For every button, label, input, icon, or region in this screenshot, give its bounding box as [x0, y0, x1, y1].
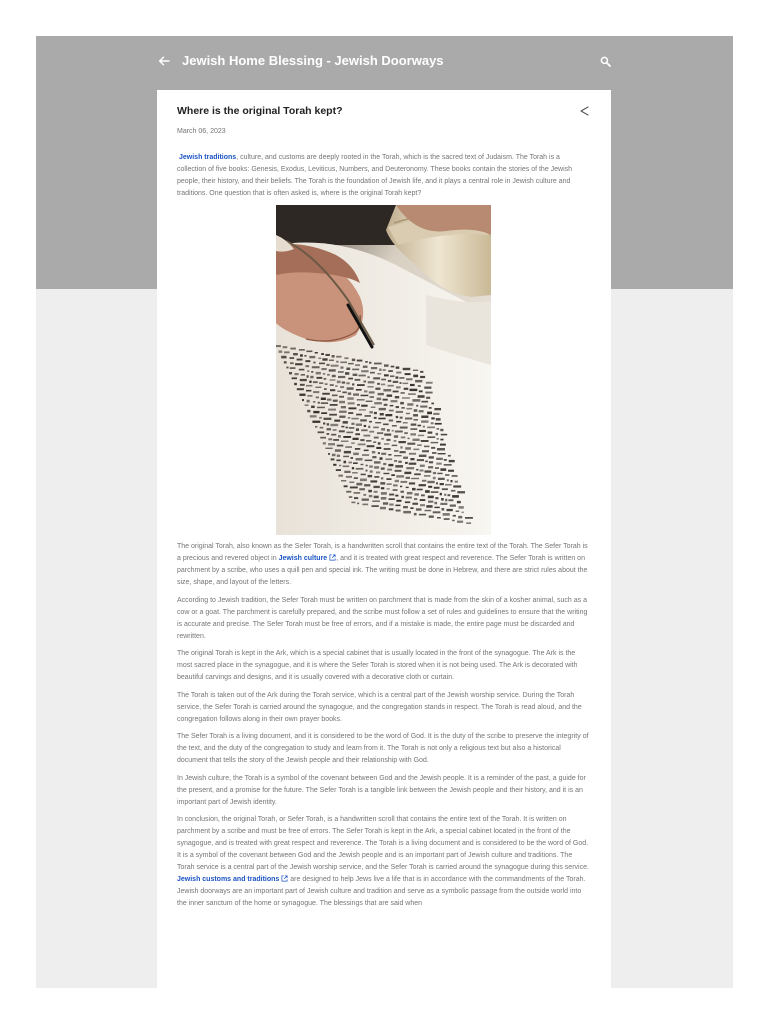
post-card	[157, 90, 611, 988]
post-date: March 06, 2023	[177, 128, 226, 135]
paragraph-3: According to Jewish tradition, the Sefer Torah must be written on parchment that is made from the skin of a kosher animal, such as a cow or a goat. The parchment is carefully prepared, and the scribe must follow a set of rules and guidelines to ensure that the writing is accurate and precise. The Sefer Torah must be free of errors, and if a mistake is made, the entire page must be discarded and rewritten.	[177, 596, 588, 640]
back-arrow-icon[interactable]	[155, 52, 173, 70]
app-bar	[36, 36, 733, 88]
jewish-culture-link[interactable]: Jewish culture	[279, 555, 337, 562]
jewish-customs-link[interactable]: Jewish customs and traditions	[177, 876, 288, 883]
post-title: Where is the original Torah kept?	[177, 105, 343, 117]
post-body	[177, 152, 591, 916]
intro-text: , culture, and customs are deeply rooted in the Torah, which is the sacred text of Judaism. The Torah is a collection of five books: Genesis, Exodus, Leviticus, Numbers, and Deuteronomy. These books contain the stories of the Jewish people, their history, and their beliefs. The Torah is the foundation of Jewish life, and it plays a central role in Jewish culture and traditions. One question that is often asked is, where is the original Torah kept?	[177, 154, 573, 197]
paragraph-4: The original Torah is kept in the Ark, which is a special cabinet that is usually located in the front of the synagogue. The Ark is the most sacred place in the synagogue, and it is where the Sefer Torah is stored when it is not being used. The Ark is decorated with beautiful carvings and designs, and it is usually covered with a decorative cloth or curtain.	[177, 650, 578, 681]
blog-title-link[interactable]: Jewish Home Blessing - Jewish Doorways	[182, 53, 444, 68]
share-icon[interactable]	[577, 104, 591, 118]
blog-viewport	[36, 36, 733, 988]
paragraph-5: The Torah is taken out of the Ark during the Torah service, which is a central part of the Jewish worship service. During the Torah service, the Sefer Torah is carried around the synagogue, and the congregation stands in respect. The Torah is read aloud, and the congregation follows along in their own prayer books.	[177, 691, 582, 723]
paragraph-intro	[177, 152, 591, 200]
jewish-traditions-link[interactable]: Jewish traditions	[179, 154, 237, 161]
paragraph-2: The original Torah, also known as the Sefer Torah, is a handwritten scroll that contains the entire text of the Torah. The Sefer Torah is a precious and revered object in Jewish culture , and it is treated with great respect and reverence. The Sefer Torah is written on parchment by a scribe, who uses a quill pen and special ink. The writing must be done in Hebrew, and there are strict rules about the size, shape, and layout of the letters.	[177, 543, 588, 586]
torah-scribe-photo	[276, 205, 491, 535]
paragraph-8: In conclusion, the original Torah, or Sefer Torah, is a handwritten scroll that contains the entire text of the Torah. It is written on parchment by a scribe and must be free of errors. The Sefer Torah is kept in the Ark, a special cabinet located in the front of the synagogue, and is treated with great respect and reverence. The Torah is a living document and is considered to be the word of God. It is a symbol of the covenant between God and the Jewish people and is an important part of Jewish culture and traditions. The Torah service is a central part of the Jewish worship service, and the Sefer Torah is carried around the synagogue during this service. Jewish customs and traditions are designed to help Jews live a life that is in accordance with the commandments of the Torah. Jewish doorways are an important part of Jewish culture and tradition and serve as a symbolic passage from the outside world into the inner sanctum of the home or synagogue. The blessings that are said when	[177, 816, 589, 907]
paragraph-7: In Jewish culture, the Torah is a symbol of the covenant between God and the Jewish people. It is a reminder of the past, a guide for the present, and a promise for the future. The Sefer Torah is a tangible link between the Jewish people and their history, and it is an important part of Jewish identity.	[177, 774, 586, 806]
search-icon[interactable]	[599, 55, 613, 69]
paragraph-6: The Sefer Torah is a living document, and it is considered to be the word of God. It is the duty of the scribe to preserve the integrity of the text, and the duty of the congregation to study and learn from it. The Torah is not only a religious text but also a historical document that tells the story of the Jewish people and their relationship with God.	[177, 733, 589, 764]
